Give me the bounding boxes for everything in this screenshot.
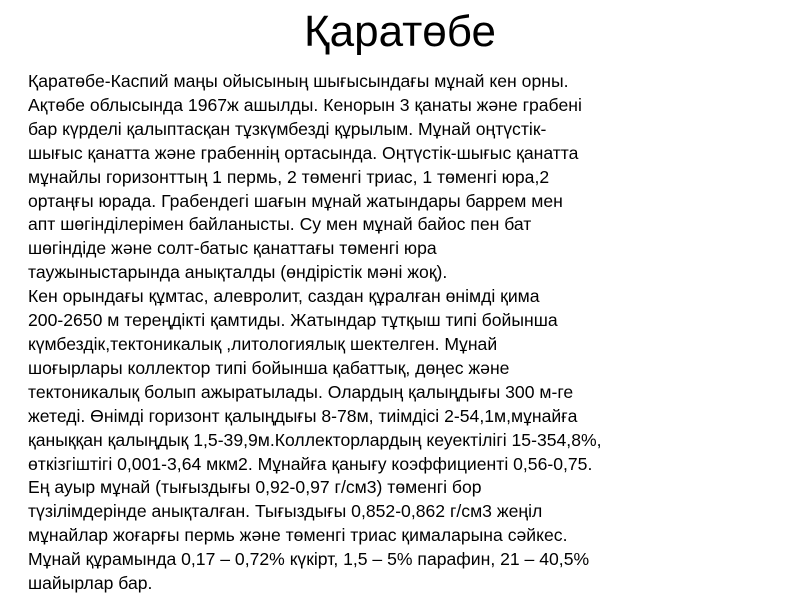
text-line: жетеді. Өнімді горизонт қалыңдығы 8-78м, тиімдісі 2-54,1м,мұнайға	[28, 405, 578, 426]
slide-title: Қаратөбе	[304, 7, 496, 56]
text-line: шөгіндіде және солт-батыс қанаттағы төменгі юра	[28, 238, 437, 259]
text-line: мұнайлы горизонттың 1 пермь, 2 төменгі триас, 1 төменгі юра,2	[28, 166, 550, 187]
text-line: мұнайлар жоғарғы пермь және төменгі триас қималарына сәйкес.	[28, 525, 568, 546]
text-line: 200-2650 м тереңдікті қамтиды. Жатындар тұтқыш типі бойынша	[28, 310, 558, 331]
text-line: бар күрделі қалыптасқан тұзкүмбезді құрылым. Мұнай оңтүстік-	[28, 118, 547, 139]
text-line: таужыныстарында анықталды (өндірістік мәні жоқ).	[28, 262, 448, 283]
paragraph-3	[28, 548, 788, 596]
text-line: Ақтөбе облысында 1967ж ашылды. Кенорын 3 қанаты және грабені	[28, 94, 582, 115]
text-line: Ең ауыр мұнай (тығыздығы 0,92-0,97 г/см3) төменгі бор	[28, 477, 482, 498]
slide-body	[28, 70, 788, 596]
text-line: тектоникалық болып ажыратылады. Олардың қалыңдығы 300 м-ге	[28, 381, 574, 402]
text-line: түзілімдерінде анықталған. Тығыздығы 0,852-0,862 г/см3 жеңіл	[28, 501, 543, 522]
text-line: шайырлар бар.	[28, 573, 153, 594]
text-line: Қаратөбе-Каспий маңы ойысының шығысындағы мұнай кен орны.	[28, 71, 569, 91]
text-line: шоғырлары коллектор типі бойынша қабаттық, дөңес және	[28, 357, 510, 378]
text-line: Мұнай құрамында 0,17 – 0,72% күкірт, 1,5 – 5% парафин, 21 – 40,5%	[28, 549, 590, 570]
text-line: күмбездік,тектоникалық ,литологиялық шектелген. Мұнай	[28, 333, 498, 354]
paragraph-1	[28, 70, 788, 285]
paragraph-2	[28, 285, 788, 548]
text-line: ортаңғы юрада. Грабендегі шағын мұнай жатындары баррем мен	[28, 190, 563, 211]
text-line: Кен орындағы құмтас, алевролит, саздан құралған өнімді қима	[28, 286, 540, 307]
text-line: шығыс қанатта және грабеннің ортасында. Оңтүстік-шығыс қанатта	[28, 142, 579, 163]
text-line: өткізгіштігі 0,001-3,64 мкм2. Мұнайға қанығу коэффициенті 0,56-0,75.	[28, 453, 593, 474]
text-line: апт шөгінділерімен байланысты. Су мен мұнай байос пен бат	[28, 214, 532, 235]
text-line: қаныққан қалыңдық 1,5-39,9м.Коллекторлардың кеуектілігі 15-354,8%,	[28, 429, 602, 450]
